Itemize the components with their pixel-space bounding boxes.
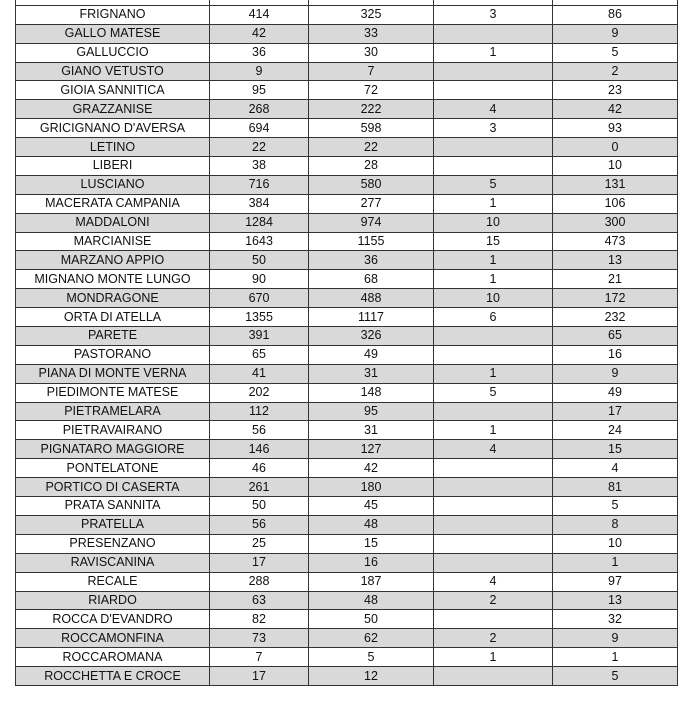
table-row	[16, 100, 678, 119]
value-col1-cell: 56	[210, 421, 309, 440]
value-col4-cell: 172	[553, 289, 678, 308]
value-col4-cell: 300	[553, 213, 678, 232]
value-col1-cell: 65	[210, 345, 309, 364]
municipality-name-cell: MARCIANISE	[16, 232, 210, 251]
municipality-name-cell: PARETE	[16, 327, 210, 346]
municipality-name-cell: GRAZZANISE	[16, 100, 210, 119]
value-col4-cell: 131	[553, 175, 678, 194]
value-col1-cell: 112	[210, 402, 309, 421]
value-col2-cell: 48	[309, 515, 434, 534]
value-col4-cell: 93	[553, 119, 678, 138]
table-row	[16, 5, 678, 24]
value-col1-cell: 41	[210, 364, 309, 383]
municipality-name-cell: MIGNANO MONTE LUNGO	[16, 270, 210, 289]
value-col1-cell: 694	[210, 119, 309, 138]
value-col3-cell: 1	[434, 421, 553, 440]
value-col3-cell: 4	[434, 572, 553, 591]
table-row	[16, 308, 678, 327]
municipality-name-cell: PIANA DI MONTE VERNA	[16, 364, 210, 383]
value-col3-cell: 3	[434, 119, 553, 138]
value-col1-cell: 268	[210, 100, 309, 119]
value-col1-cell: 46	[210, 459, 309, 478]
table-row	[16, 515, 678, 534]
value-col2-cell: 16	[309, 553, 434, 572]
value-col1-cell: 1643	[210, 232, 309, 251]
value-col1-cell: 9	[210, 62, 309, 81]
municipality-name-cell: ROCCHETTA E CROCE	[16, 667, 210, 686]
value-col4-cell: 106	[553, 194, 678, 213]
table-row	[16, 213, 678, 232]
value-col4-cell: 97	[553, 572, 678, 591]
value-col2-cell: 187	[309, 572, 434, 591]
value-col3-cell	[434, 515, 553, 534]
value-col4-cell: 17	[553, 402, 678, 421]
value-col4-cell: 65	[553, 327, 678, 346]
value-col2-cell: 974	[309, 213, 434, 232]
value-col3-cell	[434, 534, 553, 553]
municipality-name-cell: ROCCAMONFINA	[16, 629, 210, 648]
value-col1-cell: 36	[210, 43, 309, 62]
table-row	[16, 62, 678, 81]
value-col2-cell: 598	[309, 119, 434, 138]
value-col4-cell: 1	[553, 553, 678, 572]
value-col1-cell: 7	[210, 648, 309, 667]
value-col1-cell: 56	[210, 515, 309, 534]
municipality-name-cell: LIBERI	[16, 157, 210, 176]
table-row	[16, 270, 678, 289]
value-col1-cell: 1355	[210, 308, 309, 327]
value-col1-cell: 63	[210, 591, 309, 610]
municipality-name-cell: LUSCIANO	[16, 175, 210, 194]
value-col3-cell	[434, 327, 553, 346]
value-col3-cell: 5	[434, 175, 553, 194]
value-col3-cell	[434, 497, 553, 516]
value-col3-cell: 6	[434, 308, 553, 327]
table-row	[16, 232, 678, 251]
municipality-name-cell: PONTELATONE	[16, 459, 210, 478]
table-row	[16, 251, 678, 270]
municipality-name-cell: FRIGNANO	[16, 5, 210, 24]
table-row	[16, 383, 678, 402]
value-col2-cell: 50	[309, 610, 434, 629]
table-row	[16, 345, 678, 364]
table-row	[16, 610, 678, 629]
value-col2-cell: 1117	[309, 308, 434, 327]
table-row	[16, 289, 678, 308]
value-col4-cell: 8	[553, 515, 678, 534]
table-body	[16, 0, 678, 685]
value-col3-cell	[434, 402, 553, 421]
value-col4-cell: 16	[553, 345, 678, 364]
value-col3-cell	[434, 81, 553, 100]
table-row	[16, 648, 678, 667]
value-col3-cell	[434, 62, 553, 81]
municipality-name-cell: ROCCA D'EVANDRO	[16, 610, 210, 629]
value-col3-cell: 1	[434, 43, 553, 62]
municipality-data-table	[15, 0, 678, 686]
value-col1-cell: 288	[210, 572, 309, 591]
value-col4-cell: 42	[553, 100, 678, 119]
table-row	[16, 43, 678, 62]
value-col1-cell: 414	[210, 5, 309, 24]
value-col3-cell	[434, 24, 553, 43]
value-col4-cell: 9	[553, 629, 678, 648]
value-col2-cell: 148	[309, 383, 434, 402]
value-col2-cell: 488	[309, 289, 434, 308]
value-col2-cell: 31	[309, 364, 434, 383]
municipality-name-cell: PRESENZANO	[16, 534, 210, 553]
municipality-name-cell: PIGNATARO MAGGIORE	[16, 440, 210, 459]
table-row	[16, 629, 678, 648]
value-col4-cell: 5	[553, 667, 678, 686]
value-col3-cell: 5	[434, 383, 553, 402]
value-col3-cell	[434, 667, 553, 686]
value-col4-cell: 24	[553, 421, 678, 440]
table-row	[16, 421, 678, 440]
table-row	[16, 194, 678, 213]
value-col2-cell: 1155	[309, 232, 434, 251]
value-col2-cell: 277	[309, 194, 434, 213]
municipality-name-cell: GALLO MATESE	[16, 24, 210, 43]
value-col3-cell	[434, 610, 553, 629]
value-col2-cell: 49	[309, 345, 434, 364]
value-col4-cell: 32	[553, 610, 678, 629]
value-col3-cell: 15	[434, 232, 553, 251]
value-col2-cell: 42	[309, 459, 434, 478]
value-col2-cell: 22	[309, 138, 434, 157]
value-col4-cell: 86	[553, 5, 678, 24]
municipality-name-cell: ROCCAROMANA	[16, 648, 210, 667]
value-col1-cell: 90	[210, 270, 309, 289]
value-col2-cell: 180	[309, 478, 434, 497]
value-col3-cell: 1	[434, 364, 553, 383]
table-row	[16, 138, 678, 157]
value-col1-cell: 25	[210, 534, 309, 553]
value-col3-cell: 4	[434, 440, 553, 459]
value-col1-cell: 716	[210, 175, 309, 194]
municipality-name-cell: RECALE	[16, 572, 210, 591]
value-col3-cell	[434, 157, 553, 176]
value-col3-cell	[434, 138, 553, 157]
municipality-name-cell: MACERATA CAMPANIA	[16, 194, 210, 213]
value-col2-cell: 12	[309, 667, 434, 686]
municipality-name-cell: PASTORANO	[16, 345, 210, 364]
table-row	[16, 157, 678, 176]
municipality-name-cell: MADDALONI	[16, 213, 210, 232]
table-row	[16, 119, 678, 138]
value-col2-cell: 68	[309, 270, 434, 289]
value-col2-cell: 48	[309, 591, 434, 610]
table-row	[16, 572, 678, 591]
value-col4-cell: 49	[553, 383, 678, 402]
municipality-name-cell: ORTA DI ATELLA	[16, 308, 210, 327]
value-col1-cell: 73	[210, 629, 309, 648]
value-col4-cell: 13	[553, 251, 678, 270]
value-col4-cell: 232	[553, 308, 678, 327]
table-row	[16, 591, 678, 610]
table-row	[16, 440, 678, 459]
municipality-name-cell: PIEDIMONTE MATESE	[16, 383, 210, 402]
value-col1-cell: 391	[210, 327, 309, 346]
value-col1-cell: 50	[210, 251, 309, 270]
value-col2-cell: 325	[309, 5, 434, 24]
value-col2-cell: 45	[309, 497, 434, 516]
value-col2-cell: 5	[309, 648, 434, 667]
municipality-name-cell: RAVISCANINA	[16, 553, 210, 572]
value-col4-cell: 2	[553, 62, 678, 81]
table-row	[16, 478, 678, 497]
value-col4-cell: 0	[553, 138, 678, 157]
value-col1-cell: 50	[210, 497, 309, 516]
value-col3-cell: 4	[434, 100, 553, 119]
table-row	[16, 364, 678, 383]
value-col1-cell: 17	[210, 667, 309, 686]
table-row	[16, 81, 678, 100]
value-col3-cell: 1	[434, 194, 553, 213]
value-col3-cell	[434, 459, 553, 478]
value-col1-cell: 42	[210, 24, 309, 43]
value-col3-cell	[434, 553, 553, 572]
value-col2-cell: 326	[309, 327, 434, 346]
value-col4-cell: 81	[553, 478, 678, 497]
value-col1-cell: 17	[210, 553, 309, 572]
value-col4-cell: 23	[553, 81, 678, 100]
value-col4-cell: 10	[553, 534, 678, 553]
value-col1-cell: 670	[210, 289, 309, 308]
municipality-name-cell: PORTICO DI CASERTA	[16, 478, 210, 497]
table-row	[16, 553, 678, 572]
table-row	[16, 327, 678, 346]
municipality-name-cell: GIOIA SANNITICA	[16, 81, 210, 100]
value-col2-cell: 30	[309, 43, 434, 62]
value-col4-cell: 5	[553, 43, 678, 62]
value-col2-cell: 7	[309, 62, 434, 81]
municipality-name-cell: PRATA SANNITA	[16, 497, 210, 516]
value-col1-cell: 95	[210, 81, 309, 100]
table-row	[16, 667, 678, 686]
table-row	[16, 497, 678, 516]
value-col4-cell: 9	[553, 364, 678, 383]
value-col3-cell: 1	[434, 251, 553, 270]
value-col4-cell: 15	[553, 440, 678, 459]
municipality-name-cell: PIETRAMELARA	[16, 402, 210, 421]
value-col2-cell: 31	[309, 421, 434, 440]
value-col1-cell: 261	[210, 478, 309, 497]
value-col2-cell: 62	[309, 629, 434, 648]
municipality-name-cell: GALLUCCIO	[16, 43, 210, 62]
value-col4-cell: 21	[553, 270, 678, 289]
value-col4-cell: 473	[553, 232, 678, 251]
value-col2-cell: 36	[309, 251, 434, 270]
value-col1-cell: 22	[210, 138, 309, 157]
municipality-name-cell: RIARDO	[16, 591, 210, 610]
value-col2-cell: 222	[309, 100, 434, 119]
value-col2-cell: 127	[309, 440, 434, 459]
municipality-name-cell: PRATELLA	[16, 515, 210, 534]
municipality-name-cell: MARZANO APPIO	[16, 251, 210, 270]
value-col1-cell: 1284	[210, 213, 309, 232]
value-col1-cell: 384	[210, 194, 309, 213]
municipality-name-cell: LETINO	[16, 138, 210, 157]
value-col3-cell	[434, 345, 553, 364]
municipality-name-cell: GIANO VETUSTO	[16, 62, 210, 81]
table-row	[16, 459, 678, 478]
value-col3-cell: 10	[434, 289, 553, 308]
value-col4-cell: 10	[553, 157, 678, 176]
value-col3-cell	[434, 478, 553, 497]
value-col4-cell: 5	[553, 497, 678, 516]
value-col3-cell: 3	[434, 5, 553, 24]
value-col4-cell: 1	[553, 648, 678, 667]
value-col3-cell: 1	[434, 270, 553, 289]
value-col2-cell: 33	[309, 24, 434, 43]
table-row	[16, 534, 678, 553]
value-col2-cell: 72	[309, 81, 434, 100]
table-row	[16, 402, 678, 421]
value-col2-cell: 580	[309, 175, 434, 194]
value-col1-cell: 202	[210, 383, 309, 402]
municipality-name-cell: GRICIGNANO D'AVERSA	[16, 119, 210, 138]
value-col2-cell: 15	[309, 534, 434, 553]
value-col3-cell: 10	[434, 213, 553, 232]
table-row	[16, 24, 678, 43]
value-col3-cell: 1	[434, 648, 553, 667]
value-col1-cell: 82	[210, 610, 309, 629]
value-col1-cell: 38	[210, 157, 309, 176]
value-col1-cell: 146	[210, 440, 309, 459]
value-col4-cell: 9	[553, 24, 678, 43]
value-col4-cell: 13	[553, 591, 678, 610]
value-col2-cell: 95	[309, 402, 434, 421]
value-col3-cell: 2	[434, 591, 553, 610]
value-col2-cell: 28	[309, 157, 434, 176]
municipality-name-cell: PIETRAVAIRANO	[16, 421, 210, 440]
value-col3-cell: 2	[434, 629, 553, 648]
value-col4-cell: 4	[553, 459, 678, 478]
municipality-name-cell: MONDRAGONE	[16, 289, 210, 308]
table-row	[16, 175, 678, 194]
